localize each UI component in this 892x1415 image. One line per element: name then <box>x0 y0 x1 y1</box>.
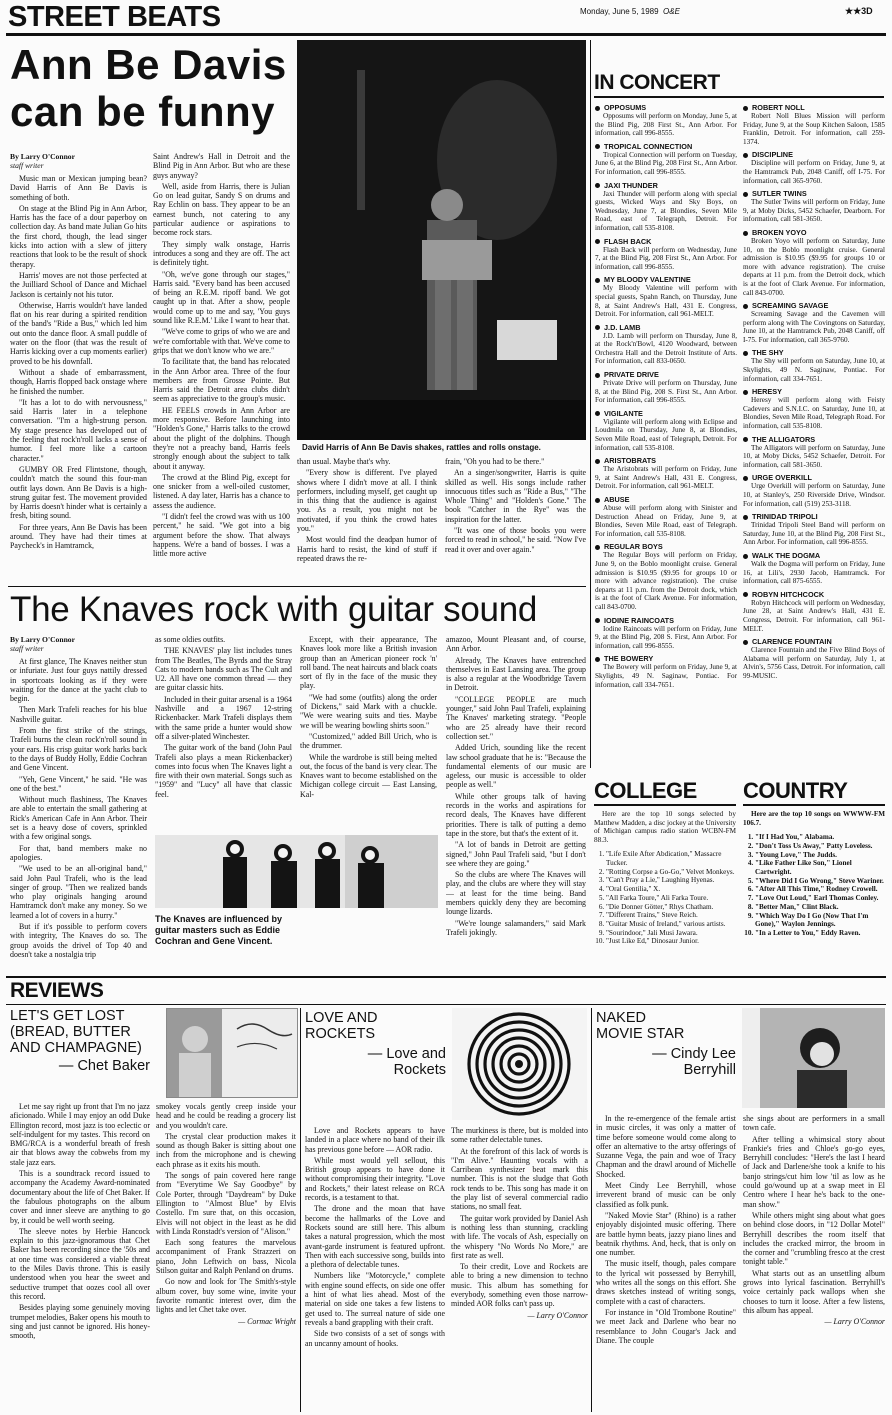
reviews-heading: REVIEWS <box>10 979 104 1002</box>
concert-list-b <box>743 103 885 768</box>
college-rule <box>594 804 736 806</box>
concert-listing: ROBYN HITCHCOCK Robyn Hitchcock will perform on Wednesday, June 28, at Saint Andrew's Hall, 431 E. Congress, Detroit. For information, call 961-MELT. <box>743 589 885 633</box>
concert-listing: WALK THE DOGMA Walk the Dogma will perform on Friday, June 16, at Lili's, 2930 Jacob, Hamtramck. For information, call 875-6555. <box>743 550 885 586</box>
concert-listing: SUTLER TWINS The Sutler Twins will perform on Friday, June 9, at Moby Dicks, 5452 Schaefer, Dearborn. For information, call 581-3650. <box>743 189 885 224</box>
chart-item: 9. "Sourindoor," Jali Musi Jawara. <box>606 929 736 938</box>
page-number: ★★3D <box>845 6 873 16</box>
reviews-top-rule <box>6 976 886 978</box>
concert-listing: TROPICAL CONNECTION Tropical Connection will perform on Tuesday, June 6, at the Blind Pig, 208 First St., Ann Arbor. For information, call 996-8555. <box>595 141 737 176</box>
concert-listing: URGE OVERKILL Urge Overkill will perform on Saturday, June 10, at Stanley's, 250 Riverside Drive, Windsor. For information, call (519) 253-3118. <box>743 473 885 508</box>
review-signoff: — Larry O'Connor <box>824 1317 885 1327</box>
concert-listing: DISCIPLINE Discipline will perform on Friday, June 9, at the Hamtramck Pub, 2048 Caniff, off I-75. For information, call 365-9760. <box>743 150 885 185</box>
chart-item: 1. "Life Exile After Abdication," Massacre Tucker. <box>606 850 736 867</box>
concert-listing: MY BLOODY VALENTINE My Bloody Valentine will perform with special guests, Spahn Ranch, on Thursday, June 8, at Saint Andrew's Hall, 431 E. Congress, Detroit. For information, call 961-MELT. <box>595 275 737 319</box>
davis-photo-caption: David Harris of Ann Be Davis shakes, rattles and rolls onstage. <box>302 443 541 452</box>
chart-item: 8. "Better Man," Clint Black. <box>755 903 885 912</box>
album-cover-berryhill <box>742 1008 885 1108</box>
concert-heading: IN CONCERT <box>594 71 720 94</box>
band-silhouettes <box>155 835 438 908</box>
byline: By Larry O'Connor staff writer <box>10 635 75 653</box>
davis-col-3: than usual. Maybe that's why. "Every show is different. I've played shows where I didn't move at all. I think performers, including myself, get caught up in this thing that the audience is against you. As a result, you might not be motivated, if you think the crowd hates you." Most would find the deadpan humor of Harris hard to resist, the kind of stuff if repeated draws the re- <box>297 457 437 563</box>
davis-headline: Ann Be Davis can be funny <box>10 41 287 135</box>
davis-col-2: Saint Andrew's Hall in Detroit and the Blind Pig in Ann Arbor. But who are these guys anyway? Well, aside from Harris, there is Julian Go on lead guitar, Sandy S on drums and Ray Echlin on bass. They appear to be an earnest bunch, not catering to any particular audience or aspirations to become rock stars. They simply walk onstage, Harris introduces a song and they are off. The act is definitely tight. "Oh, we've gone through our stages," Harris said. "Every band has been accused of being an R.E.M. ripoff band. We got caught up in that. After a show, people would come up to me and say, 'You guys sound like R.E.M.' Like I want to hear that. "We've come to grips of who we are and we're comfortable with that. We've come to grips that we don't know who we are." To facilitate that, the band has relocated in the Ann Arbor area. Three of the four members are from Grosse Pointe. But Harris said the Detroit area clubs didn't seem as appreciative to the group's music. HE FEELS crowds in Ann Arbor are more responsive. Before launching into "Holden's Gone," Harris talks to the crowd about the plight of the dolphins. Though they're not a preachy band, Harris feels strongly enough about the subject to talk about it anyway. The crowd at the Blind Pig, except for one snicker from a well-oiled customer, listened. A day later, Harris has a chance to assess the audience. "I didn't feel the crowd was with us 100 percent," he said. "We got into a big argument before the show. That always happens. We're a band of bosses. I was a little more active <box>153 152 290 559</box>
concert-listing: JAXI THUNDER Jaxi Thunder will perform along with special guests, Wicked Ways and Sky Boys, on Wednesday, June 7, at Blondies, Seven Mile Road, east of Telegraph, Detroit. For information, call 535-8108. <box>595 180 737 232</box>
chart-item: 8. "Guitar Music of Ireland," various artists. <box>606 920 736 929</box>
concert-listing: IODINE RAINCOATS Iodine Raincoats will perform on Friday, June 9, at the Blind Pig, 208 S. First, Ann Arbor. For information, call 996-8555. <box>595 615 737 650</box>
concert-listing: ROBERT NOLL Robert Noll Blues Mission will perform Friday, June 9, at the Soup Kitchen Saloon, 1585 Franklin, Detroit. For information, call 259-1374. <box>743 103 885 146</box>
chart-item: 3. "Can't Pray a Lie," Laughing Hyenas. <box>606 876 736 885</box>
cover-art <box>452 1008 587 1120</box>
review-rockets-col-1: Love and Rockets appears to have landed in a place where no band of their ilk has previous gone before — AOR radio. While most would yell sellout, this British group appears to have done it without compromising their integrity. "Love and Rockets," their latest release on RCA records, is a testament to that. The drone and the moan that have become the hallmarks of the Love and Rockets sound are still here. This album takes a natural progression, which the most avant-garde instrument is featured upfront. Then with each successive song, builds into a plethora of delectable tunes. Numbers like "Motorcycle," complete with engine sound effects, on side one offer a hint of what lies ahead. Most of the material on side one takes a few listens to get used to. The surreal nature of side one reveals a band grappling with their craft. Side two consists of a set of songs with an uncanny amount of hooks. <box>305 1126 445 1348</box>
masthead-rule <box>6 33 886 36</box>
knaves-band-photo <box>155 835 438 908</box>
davis-col-1: By Larry O'Connor staff writer Music man or Mexican jumping bean? David Harris of Ann Be Davis is something of both. On stage at the Blind Pig in Ann Arbor, Harris has the face of a dour paperboy on collection day. As band mate Julian Go hits the first chord, though, the lead singer kicks into action with a slew of jittery reactions that look to be the result of shock therapy. Harris' moves are not those perfected at the Juilliard School of Dance and Michael Jackson is certainly not his tutor. Otherwise, Harris wouldn't have landed flat on his rear during a spirited rendition of the band's "Ride a Bus," which led him out onto the dance floor. A small puddle of water on the floor (that was the result of Harris kicking over a cup moments earlier) proved to be his downfall. Without a shade of embarrassment, though, Harris flopped back onstage where he finished the number. "It has a lot to do with nervousness," said Harris later in a telephone conversation. "I'm a high-strung person. My stage presence has developed out of the feeling that rock'n'roll lacks a sense of humor. I feel more like a cartoon character." GUMBY OR Fred Flintstone, though, couldn't match the sound this four-man outfit lays down. Ann Be Davis is a high-strung guitar fest. The movement provided by Harris doesn't hinder what is certainly a fresh, biting sound. For three years, Ann Be Davis has been around. They have had their times at Paycheck's in Hamtramck, <box>10 152 147 551</box>
concert-listing: REGULAR BOYS The Regular Boys will perform on Friday, June 9, on the Boblo moonlight cruise. General admission is $10.95 ($9.95 for groups 10 or more with advance registration). The cruise departs at 11 p.m. from the Detroit dock, which is at the foot of Clark Avenue. For information, call 843-0700. <box>595 542 737 611</box>
davis-concert-photo <box>297 40 586 440</box>
dateline: Monday, June 5, 1989 O&E <box>580 7 680 16</box>
chart-item: 7. "Different Trains," Steve Reich. <box>606 911 736 920</box>
concert-listing: ARISTOBRATS The Aristobrats will perform on Friday, June 9, at Saint Andrew's Hall, 431 E. Congress, Detroit. For information, call 961-MELT. <box>595 456 737 491</box>
knaves-col-2: as some oldies outfits. THE KNAVES' play list includes tunes from The Beatles, The Byrds and the Stray Cats to modern bands such as The Cult and U2. All have one common thread — they are guitar classic hits. Included in their guitar arsenal is a 1964 Nashville and a 1967 12-string Rickenbacker. Mark Trafeli displays them with the same pride a hunter would show off a silver-plated Winchester. The guitar work of the band (John Paul Trafeli also plays a mean Rickenbacker) comes into focus when The Knaves light a fire with their own material. Songs such as "1959" and "Lucy" all have that classic feel. <box>155 635 292 799</box>
concert-listing: SCREAMING SAVAGE Screaming Savage and the Cavemen will perform along with The Covingtons on Saturday, June 10, at the Hamtramck Pub, 2048 Caniff, off I-75. For information, call 365-9760. <box>743 301 885 344</box>
performer-silhouette <box>297 40 586 440</box>
chart-item: 10. "In a Letter to You," Eddy Raven. <box>755 929 885 938</box>
concert-listing: THE BOWERY The Bowery will perform on Friday, June 9, at Skylights, 49 N. Saginaw, Pontiac. For information, call 334-7651. <box>595 654 737 689</box>
knaves-photo-caption: The Knaves are influenced by guitar masters such as Eddie Cochran and Gene Vincent. <box>155 914 283 946</box>
review-artist-baker: — Chet Baker <box>58 1058 150 1074</box>
concert-listing: PRIVATE DRIVE Private Drive will perform on Thursday, June 8, at the Blind Pig, 208 S. First St., Ann Arbor. For information, call 996-8555. <box>595 370 737 405</box>
chart-item: 4. "Oral Gentilia," X. <box>606 885 736 894</box>
concert-listing: HERESY Heresy will perform along with Feisty Cadevers and S.N.I.C. on Saturday, June 10, at Blondies, Seven Mile Road, Telegraph Road. For information, call 535-8108. <box>743 387 885 431</box>
review-rockets-col-2: The murkiness is there, but is molded into some rather delectable tunes. At the forefront of this lack of words is "I'm Alive." Haunting vocals with a Carribean synthesizer beat mark this number. This is not the sludge that Goth rock tends to be. This song has made it on the play list of several commercial radio stations, no small feat. The guitar work provided by Daniel Ash is nothing less than stunning, crackling with life. The vocals of Ash, especially on the whispery "No Words No More," are first rate as well. To their credit, Love and Rockets are able to bring a new dimension to techno music. This album has something for everybody, something even those narrow-minded AOR folks can't pass up. — Larry O'Connor <box>451 1126 588 1320</box>
album-cover-rockets <box>452 1008 587 1120</box>
review-berryhill-col-1: In the re-emergence of the female artist in music circles, it was only a matter of time before someone would come along to offer an alternative to the artsy offerings of Suzanne Vega, the pain and woe of Tracy Chapman and the drawl around of Michelle Shocked. Meet Cindy Lee Berryhill, whose irreverent brand of music can be only classified as folk punk. "Naked Movie Star" (Rhino) is a rather enjoyably disjointed music offering. There are battle hymn beats, jazzy piano lines and beatnik rhythms. And, heck, that is only on one number. The music itself, though, pales compare to the lyrical wit possessed by Berryhill, who writes all the songs on this effort. She draws sketches instead of writing songs, complete with a cast of characters. For instance in "Old Trombone Routine" we meet Jack and Darlene who bear no resemblance to John Cougar's Jack and Diane. The couple <box>596 1114 736 1345</box>
concert-listing: THE ALLIGATORS The Alligators will perform on Saturday, June 10, at Moby Dicks, 5452 Schaefer, Detroit. For information, call 581-3650. <box>743 434 885 469</box>
chart-item: 6. "Die Donner Götter," Rhys Chatham. <box>606 903 736 912</box>
chart-item: 5. "Where Did I Go Wrong," Steve Wariner. <box>755 877 885 886</box>
byline: By Larry O'Connor staff writer <box>10 152 75 170</box>
concert-listing: OPPOSUMS Opposums will perform on Monday, June 5, at the Blind Pig, 208 First St., Ann Arbor. For information, call 996-8555. <box>595 103 737 138</box>
cover-art <box>742 1008 885 1108</box>
knaves-col-4: amazoo, Mount Pleasant and, of course, Ann Arbor. Already, The Knaves have entrenched themselves in East Lansing area. The group is also a regular at the Woodbridge Tavern in Detroit. "COLLEGE PEOPLE are much younger," said John Paul Trafeli, explaining The Knaves' marketing strategy. "People who are 25 already have their record collection set." Added Urich, sounding like the recent law school graduate that he is: "Because the fundamental elements of our music are ageless, our music is accessible to older people as well." While other groups talk of having records in the works and aspirations for record deals, The Knaves have different priorities. There is talk of putting a demo tape in the store, but that's the extent of it. "A lot of bands in Detroit are getting signed," John Paul Trafeli said, "but I don't see where they are going." So the clubs are where The Knaves will play, and the clubs are where they will stay — at least for the time being. Band members quickly deny they are becoming lounge lizards. "We're lounge salamanders," said Mark Trafeli jokingly. <box>446 635 586 937</box>
knaves-headline: The Knaves rock with guitar sound <box>10 590 538 629</box>
chart-item: 7. "Love Out Loud," Earl Thomas Conley. <box>755 894 885 903</box>
review-title-rockets: LOVE AND ROCKETS <box>305 1010 378 1042</box>
chart-item: 9. "Which Way Do I Go (Now That I'm Gone)," Waylon Jennings. <box>755 912 885 929</box>
review-title-baker: LET'S GET LOST (BREAD, BUTTER AND CHAMPAGNE) <box>10 1008 142 1056</box>
concert-listing: FLASH BACK Flash Back will perform on Wednesday, June 7, at the Blind Pig, 208 First St., Ann Arbor. For information, call 996-8555. <box>595 236 737 271</box>
knaves-col-1: By Larry O'Connor staff writer At first glance, The Knaves neither stun or infuriate. Just four guys nattily dressed in sportcoats looking as if they were waiting for the dance at the yacht club to begin. Then Mark Trafeli reaches for his blue Nashville guitar. From the first strike of the strings, Trafeli burns the clean rock'n'roll sound in your ears. His crisp guitar work harks back to the days of Buddy Holly, Eddie Cochran and Gene Vincent. "Yeh, Gene Vincent," he said. "He was one of the best." Without much flashiness, The Knaves are able to entertain the small gathering at Rick's American Cafe in Ann Arbor. Their set is a heavy dose of covers, sprinkled with a few original songs. For that, band members make no apologies. "We used to be an all-original band," said John Paul Trafeli, who is the lead singer of group. "Then we realized bands who play originals hanging around Hamtramck don't make any money. So we learned a lot of covers in a hurry." But if it's possible to perform covers with integrity, The Knaves do so. The group avoids the drivel of Top 40 and doesn't take a nostalgia trip <box>10 635 147 959</box>
review-signoff: — Larry O'Connor <box>527 1310 588 1320</box>
chart-item: 2. "Don't Toss Us Away," Patty Loveless. <box>755 842 885 851</box>
review-artist-berryhill: — Cindy Lee Berryhill <box>652 1046 736 1078</box>
concert-listing: J.D. LAMB J.D. Lamb will perform on Thursday, June 8, at the Rock'n'Bowl, 4120 Woodward, between Orchestra Hall and the Detroit Institute of Arts. For information, call 833-0650. <box>595 322 737 366</box>
chart-item: 10. "Just Like Ed," Dinosaur Junior. <box>606 937 736 946</box>
college-chart: Here are the top 10 songs selected by Matthew Madden, a disc jockey at the University of Michigan campus radio station WCBN-FM 88.3. 1. "Life Exile After Abdication," Massacre Tucker. 2. "Rotting Corpse a Go-Go," Velvet Monkeys. 3. "Can't Pray a Lie," Laughing Hyenas. 4. "Oral Gentilia," X. 5. "All Farka Toure," Ali Farka Toure. 6. "Die Donner Götter," Rhys Chatham. 7. "Different Trains," Steve Reich. 8. "Guitar Music of Ireland," various artists. 9. "Sourindoor," Jali Musi Jawara. 10. "Just Like Ed," Dinosaur Junior. <box>594 810 736 970</box>
country-heading: COUNTRY <box>743 778 848 803</box>
review-signoff: — Cormac Wright <box>238 1316 296 1326</box>
review-berryhill-col-2: she sings about are performers in a small town cafe. After telling a whimsical story about Frankie's fries and Chloe's go-go eyes, Berryhill concludes: "Here's the last I heard of Jack and Darlene/she took a knife to his banjo strings/cut him low 'til as low as he could go/wound up at a swap meet in El Centro where I hear he's back to the one-man show." While others might sing about what goes on behind close doors, in "12 Dollar Motel" Berryhill describes the room itself that includes the cracked mirror, the broom in the corner and "crumbling fresco at the crest tonight table." What starts out as an unsettling album grows into lyrical fascination. Berryhill's voice certainly pack wallops when she chooses to turn it loose. After a few listens, this album has appeal. — Larry O'Connor <box>743 1114 885 1327</box>
review-baker-col-1: Let me say right up front that I'm no jazz aficionado. While I may enjoy an odd Duke Ellington record, most jazz is too eclectic or self-indulgent for my tastes. This record on BMG/RCA is a wonderful breath of fresh air that blows away the cobwebs from my stale jazz ears. This is a soundtrack record issued to accompany the Academy Award-nominated documentary about the life of Chet Baker. If the fabulous photographs on the album cover and inner sleeve are anything to go by, it could be well worth seeing. The sleeve notes by Herbie Hancock explain to this jazz-ignoramous that Chet Baker has been recording since the '50s and at one time was considered a viable threat to the Miles Davis throne. This is easily understood when you hear the sweet and seductive trumpet that oozes cool all over this record. Besides playing some genuinely moving trumpet melodies, Baker opens his mouth to sing and just cannot be ignored. His honey-smooth, <box>10 1102 150 1341</box>
concert-listing: TRINIDAD TRIPOLI Trinidad Tripoli Steel Band will perform on Saturday, June 10, at the Blind Pig, 208 First St., Ann Arbor. For information, call 996-8555. <box>743 512 885 547</box>
country-rule <box>743 804 885 806</box>
knaves-top-rule <box>8 586 586 587</box>
review-divider <box>591 1008 592 1412</box>
davis-col-4: frain, "Oh you had to be there." An a singer/songwriter, Harris is quite skilled as well. His songs include rather innocuous titles such as "Ride a Bus," "The Whole Thing" and "Holden's Gone." The book "Catcher in the Rye" was the inspiration for the latter. "It was one of those books you were forced to read in school," he said. "Now I've read it over and over again." <box>445 457 586 554</box>
knaves-col-3: Except, with their appearance, The Knaves look more like a British invasion group than an American pioneer rock 'n' roll band. The neat haircuts and black coats sort of fly in the face of the music they play. "We had some (outfits) along the order of Dickens," said Mark with a chuckle. "We were wearing suits and ties. Maybe we will be wearing bowling shirts soon." "Customized," added Bill Urich, who is the drummer. While the wardrobe is still being melted out, the focus of the band is very clear. The Knaves want to become established on the Michigan college circuit — East Lansing, Kal- <box>300 635 437 799</box>
concert-rule <box>594 96 884 98</box>
concert-list-a <box>595 103 737 768</box>
review-baker-col-2: smokey vocals gently creep inside your head and he could be reading a grocery list and you wouldn't care. The crystal clear production makes it sound as though Baker is sitting about one inch from the microphone and is chewing each phrase as it exits his mouth. The songs of pain covered here range from "Everytime We Say Goodbye" by Cole Porter, through "Daydream" by Duke Ellington to "Almost Blue" by Elvis Costello. I'm sure that, on this occasion, Elvis will not object in the least as he did with Linda Ronstadt's version of "Alison." Each song features the marvelous accompaniment of Frank Strazzeri on piano, John Leftwich on bass, Nicola Stilson guitar and Ralph Penland on drums. Go now and look for The Smith's-style album cover, buy some wine, invite your favorite romantic interest over, dim the lights and let Chet take over. — Cormac Wright <box>156 1102 296 1326</box>
reviews-rule <box>6 1004 886 1005</box>
chart-item: 2. "Rotting Corpse a Go-Go," Velvet Monkeys. <box>606 868 736 877</box>
concert-listing: ABUSE Abuse will perform along with Sinister and Destruction Ahead on Friday, June 9, at Blondies, Seven Mile Road, east of Telegraph. For information, call 535-8108. <box>595 495 737 538</box>
college-heading: COLLEGE <box>594 778 697 803</box>
column-rule-concert <box>590 40 591 768</box>
review-artist-rockets: — Love and Rockets <box>367 1046 446 1078</box>
concert-listing: BROKEN YOYO Broken Yoyo will perform on Saturday, June 10, on the Boblo moonlight cruise. General admission is $10.95 ($9.95 for groups 10 or more with advance registration). The cruise departs at 11 p.m. from the Detroit dock, which is at the foot of Clark Avenue. For information, call 843-0700. <box>743 227 885 297</box>
chart-item: 5. "All Farka Toure," Ali Farka Toure. <box>606 894 736 903</box>
review-title-berryhill: NAKED MOVIE STAR <box>596 1010 685 1042</box>
concert-listing: CLARENCE FOUNTAIN Clarence Fountain and the Five Blind Boys of Alabama will perform on Saturday, July 1, at Alvin's, 5756 Cass, Detroit. For information, call 99-MUSIC. <box>743 637 885 680</box>
concert-listing: VIGILANTE Vigilante will perform along with Eclipse and Loudmila on Thursday, June 8, at Blondies, Seven Mile Road, east of Telegraph, Detroit. For information, call 535-8108. <box>595 408 737 452</box>
chart-item: 1. "If I Had You," Alabama. <box>755 833 885 842</box>
chart-item: 3. "Young Love," The Judds. <box>755 851 885 860</box>
country-chart: Here are the top 10 songs on WWWW-FM 106.7. 1. "If I Had You," Alabama. 2. "Don't Toss Us Away," Patty Loveless. 3. "Young Love," The Judds. 4. "Like Father Like Son," Lionel Cartwright. 5. "Where Did I Go Wrong," Steve Wariner. 6. "After All This Time," Rodney Crowell. 7. "Love Out Loud," Earl Thomas Conley. 8. "Better Man," Clint Black. 9. "Which Way Do I Go (Now That I'm Gone)," Waylon Jennings. 10. "In a Letter to You," Eddy Raven. <box>743 810 885 970</box>
concert-listing: THE SHY The Shy will perform on Saturday, June 10, at Skylights, 49 N. Saginaw, Pontiac. For information, call 334-7651. <box>743 348 885 383</box>
chart-item: 4. "Like Father Like Son," Lionel Cartwright. <box>755 859 885 876</box>
cover-art <box>167 1009 297 1097</box>
chart-item: 6. "After All This Time," Rodney Crowell. <box>755 885 885 894</box>
album-cover-baker <box>166 1008 298 1098</box>
section-title: STREET BEATS <box>8 1 221 33</box>
